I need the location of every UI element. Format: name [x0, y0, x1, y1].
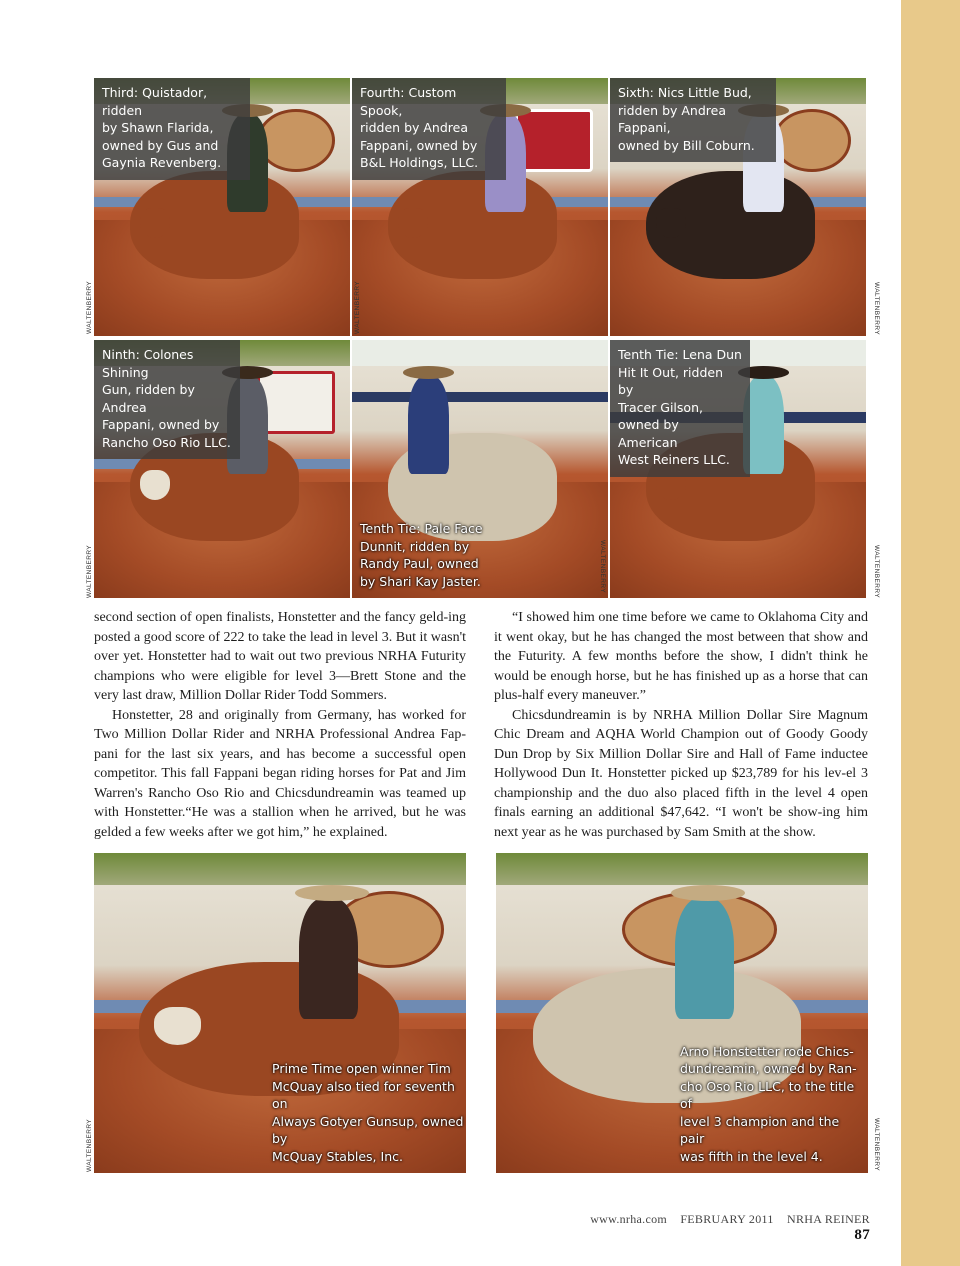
footer-date: FEBRUARY 2011	[680, 1212, 774, 1226]
photo-credit: WALTENBERRY	[599, 540, 606, 594]
photo-caption: Tenth Tie: Pale Face Dunnit, ridden by Randy Paul, owned by Shari Kay Jaster.	[360, 521, 483, 589]
photo-caption: Tenth Tie: Lena Dun Hit It Out, ridden by Tracer Gilson, owned by American West Reiners LLC.	[610, 340, 750, 477]
photo-sixth-place	[610, 78, 866, 336]
footer-publication: NRHA REINER	[787, 1212, 870, 1226]
photo-caption: Ninth: Colones Shining Gun, ridden by Andrea Fappani, owned by Rancho Oso Rio LLC.	[94, 340, 240, 459]
photo-caption: Fourth: Custom Spook, ridden by Andrea Fappani, owned by B&L Holdings, LLC.	[352, 78, 506, 180]
paragraph: Honstetter, 28 and originally from Germany, has worked for Two Million Dollar Rider and NRHA Professional Andrea Fap-pani for the last six years, and has become a successful open competitor. This fall Fappani began riding horses for Pat and Jim Warren's Rancho Oso Rio and Chicsdundreamin was teamed up with Honstetter.“He was a stallion when he arrived, but he was gelded a few weeks after we got him,” he explained.	[94, 707, 466, 840]
photo-credit: WALTENBERRY	[873, 545, 880, 599]
article-column-right	[494, 608, 868, 842]
photo-credit: WALTENBERRY	[86, 1118, 93, 1172]
page-footer	[560, 1212, 870, 1244]
photo-caption: Third: Quistador, ridden by Shawn Flarida, owned by Gus and Gaynia Revenberg.	[94, 78, 250, 180]
photo-credit: WALTENBERRY	[354, 280, 361, 334]
photo-arno-honstetter	[496, 853, 868, 1173]
photo-credit: WALTENBERRY	[873, 282, 880, 336]
photo-credit: WALTENBERRY	[86, 544, 93, 598]
page-number: 87	[854, 1227, 870, 1243]
photo-tim-mcquay	[94, 853, 466, 1173]
photo-tenth-tie-pale-face	[352, 340, 608, 598]
photo-tenth-tie-lena-dun	[610, 340, 866, 598]
photo-credit: WALTENBERRY	[86, 280, 93, 334]
paragraph: Chicsdundreamin is by NRHA Million Dollar Sire Magnum Chic Dream and AQHA World Champion out of Goody Goody Dun Drop by Six Million Dollar Sire and Hall of Fame inductee Hollywood Dun It. Honstetter picked up $23,789 for his lev-el 3 championship and the duo also placed fifth in the level 4 open finals earning an additional $47,642. “I won't be show-ing him next year as he was purchased by Sam Smith at the show.	[494, 707, 868, 840]
photo-caption: Arno Honstetter rode Chics- dundreamin, owned by Ran- cho Oso Rio LLC, to the title of level 3 champion and the pair was fifth in the level 4.	[680, 1043, 857, 1164]
photo-third-place	[94, 78, 350, 336]
paragraph: second section of open finalists, Honstetter and the fancy geld-ing posted a good score of 222 to take the lead in level 3. But it wasn't over yet. Honstetter had to wait out two previous NRHA Futurity champions who were eligible for level 3—Brett Stone and the very last draw, Million Dollar Rider Todd Sommers.	[94, 610, 466, 703]
page-edge-strip	[901, 0, 960, 1266]
photo-caption: Sixth: Nics Little Bud, ridden by Andrea Fappani, owned by Bill Coburn.	[610, 78, 776, 162]
photo-credit: WALTENBERRY	[873, 1118, 880, 1172]
photo-fourth-place	[352, 78, 608, 336]
article-column-left	[94, 608, 466, 842]
footer-url: www.nrha.com	[590, 1212, 668, 1226]
photo-caption: Prime Time open winner Tim McQuay also tied for seventh on Always Gotyer Gunsup, owned by McQuay Stables, Inc.	[272, 1061, 464, 1164]
photo-ninth-place	[94, 340, 350, 598]
paragraph: “I showed him one time before we came to Oklahoma City and it went okay, but he has changed the most between that show and the Futurity. A few months before the show, I didn't think he would be enough horse, but he has finished up as a horse that can plus-half every maneuver.”	[494, 610, 868, 703]
